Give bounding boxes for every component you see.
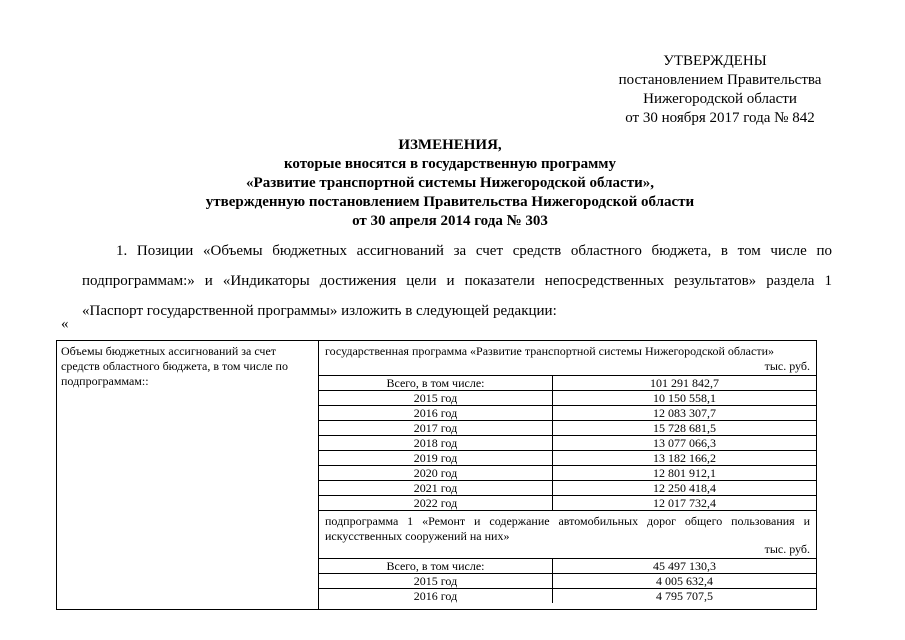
row-value: 12 083 307,7: [553, 406, 817, 421]
row-label: Всего, в том числе:: [319, 376, 553, 391]
approval-stamp: [560, 52, 860, 128]
heading-line-3: «Развитие транспортной системы Нижегородской области»,: [246, 175, 654, 191]
heading-line-5: от 30 апреля 2014 года № 303: [352, 213, 548, 229]
heading-line-4: утвержденную постановлением Правительства Нижегородской области: [205, 194, 695, 210]
row-label: Всего, в том числе:: [319, 559, 553, 574]
opening-quote: «: [61, 316, 69, 332]
budget-label-cell: Объемы бюджетных ассигнований за счет средств областного бюджета, в том числе по подпрограммам::: [57, 341, 319, 609]
approval-line-2: Нижегородской области: [643, 91, 797, 107]
budget-table: [56, 340, 817, 610]
program-title: государственная программа «Развитие транспортной системы Нижегородской области»: [325, 344, 774, 358]
subprogram-header: [319, 510, 816, 558]
row-value: 13 182 166,2: [553, 451, 817, 466]
approval-line-3: от 30 ноября 2017 года № 842: [625, 110, 815, 126]
table-row: [319, 451, 816, 466]
table-row: [319, 421, 816, 436]
program-years-table: [319, 375, 816, 510]
row-value: 12 801 912,1: [553, 466, 817, 481]
row-value: 13 077 066,3: [553, 436, 817, 451]
table-row: [319, 436, 816, 451]
row-value: 45 497 130,3: [553, 559, 817, 574]
table-row: [319, 481, 816, 496]
program-header: [319, 341, 816, 375]
heading-line-1: ИЗМЕНЕНИЯ,: [398, 137, 502, 153]
row-value: 15 728 681,5: [553, 421, 817, 436]
paragraph-text: 1. Позиции «Объемы бюджетных ассигнований за счет средств областного бюджета, в том числе по подпрограммам:» и «Индикаторы достижения цели и показатели непосредственных результатов» раздела 1 «Паспорт государственной программы» изложить в следующей редакции:: [82, 243, 832, 319]
table-row: [319, 406, 816, 421]
subprogram-unit: тыс. руб.: [764, 542, 810, 556]
row-label: 2022 год: [319, 496, 553, 511]
table-row: [319, 391, 816, 406]
table-row: [319, 589, 816, 604]
heading-line-2: которые вносятся в государственную программу: [283, 156, 617, 172]
program-unit: тыс. руб.: [764, 359, 810, 373]
row-label: 2019 год: [319, 451, 553, 466]
row-label: 2020 год: [319, 466, 553, 481]
approval-line-1: постановлением Правительства: [618, 72, 822, 88]
row-label: 2015 год: [319, 574, 553, 589]
row-label: 2015 год: [319, 391, 553, 406]
row-value: 10 150 558,1: [553, 391, 817, 406]
row-value: 12 017 732,4: [553, 496, 817, 511]
row-value: 12 250 418,4: [553, 481, 817, 496]
table-row: [319, 376, 816, 391]
row-value: 4 005 632,4: [553, 574, 817, 589]
row-value: 4 795 707,5: [553, 589, 817, 604]
subprogram-years-table: [319, 558, 816, 603]
table-row: [319, 559, 816, 574]
body-paragraph: [82, 236, 832, 326]
row-label: 2017 год: [319, 421, 553, 436]
subprogram-title: подпрограмма 1 «Ремонт и содержание автомобильных дорог общего пользования и искусственных сооружений на них»: [325, 514, 810, 543]
row-value: 101 291 842,7: [553, 376, 817, 391]
table-row: [319, 496, 816, 511]
row-label: 2021 год: [319, 481, 553, 496]
document-heading: [150, 136, 750, 231]
table-row: [319, 574, 816, 589]
approval-title: УТВЕРЖДЕНЫ: [663, 53, 767, 69]
row-label: 2018 год: [319, 436, 553, 451]
row-label: 2016 год: [319, 589, 553, 604]
table-row: [319, 466, 816, 481]
budget-values-cell: [319, 341, 816, 609]
row-label: 2016 год: [319, 406, 553, 421]
